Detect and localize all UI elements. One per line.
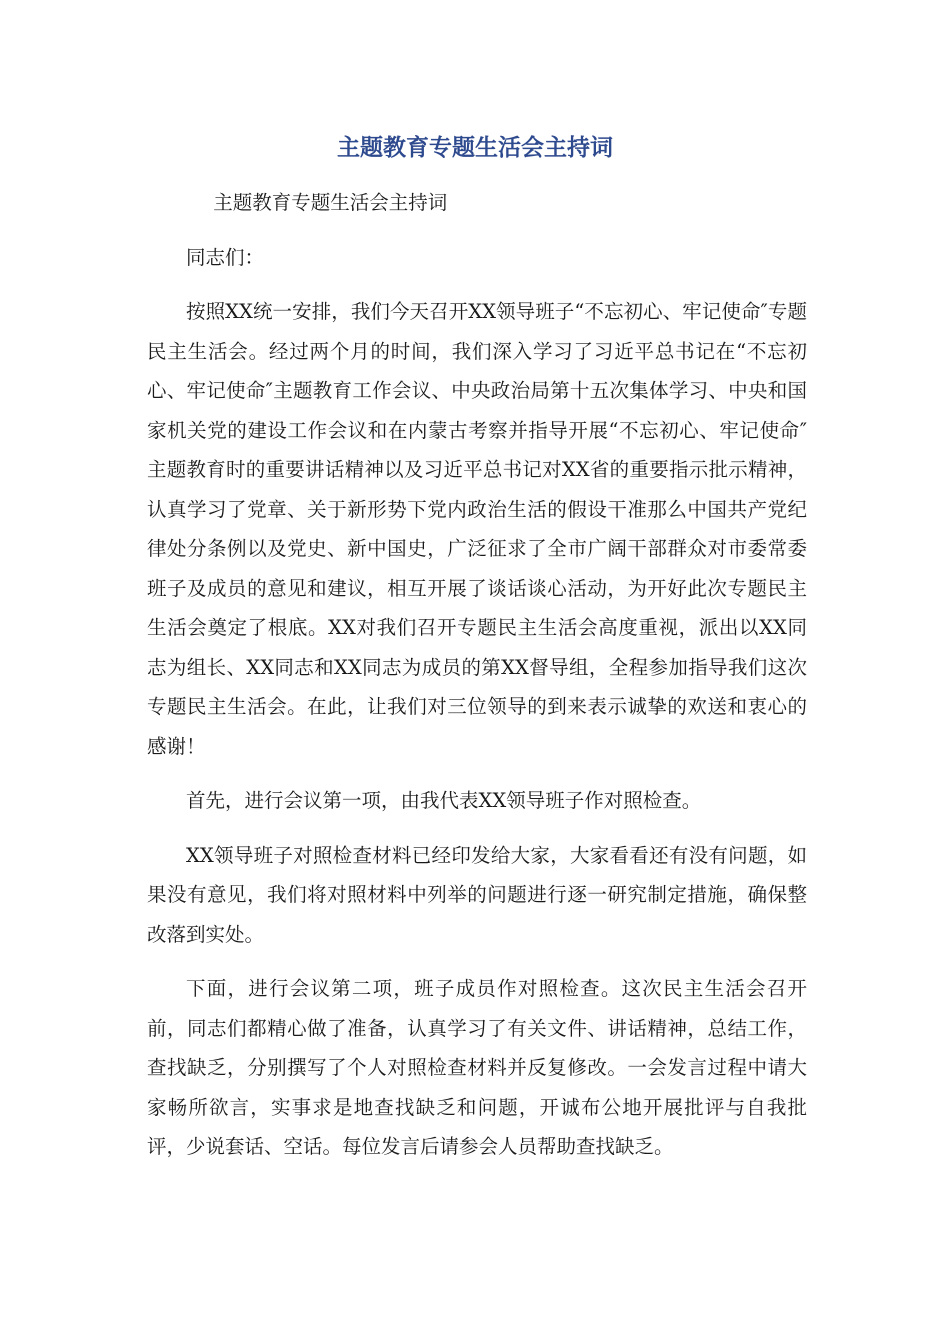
- body-paragraph: 下面，进行会议第二项，班子成员作对照检查。这次民主生活会召开前，同志们都精心做了准备，认真学习了有关文件、讲话精神，总结工作，查找缺乏，分别撰写了个人对照检查材料并反复修改。一会发言过程中请大家畅所欲言，实事求是地查找缺乏和问题，开诚布公地开展批评与自我批评，少说套话、空话。每位发言后请参会人员帮助查找缺乏。: [147, 977, 807, 1158]
- body-paragraph: 按照XX统一安排，我们今天召开XX领导班子“不忘初心、牢记使命″专题民主生活会。经过两个月的时间，我们深入学习了习近平总书记在“不忘初心、牢记使命″主题教育工作会议、中央政治局第十五次集体学习、中央和国家机关党的建设工作会议和在内蒙古考察并指导开展“不忘初心、牢记使命″主题教育时的重要讲话精神以及习近平总书记对XX省的重要指示批示精神，认真学习了党章、关于新形势下党内政治生活的假设干准那么中国共产党纪律处分条例以及党史、新中国史，广泛征求了全市广阔干部群众对市委常委班子及成员的意见和建议，相互开展了谈话谈心活动，为开好此次专题民主生活会奠定了根底。XX对我们召开专题民主生活会高度重视，派出以XX同志为组长、XX同志和XX同志为成员的第XX督导组，全程参加指导我们这次专题民主生活会。在此，让我们对三位领导的到来表示诚挚的欢送和衷心的感谢！: [147, 300, 807, 758]
- document-body: [147, 183, 807, 1182]
- document-subtitle: 主题教育专题生活会主持词: [213, 191, 448, 214]
- body-paragraph: 首先，进行会议第一项，由我代表XX领导班子作对照检查。: [186, 789, 702, 812]
- document-title: 主题教育专题生活会主持词: [337, 135, 613, 161]
- body-paragraph: XX领导班子对照检查材料已经印发给大家，大家看看还有没有问题，如果没有意见，我们将对照材料中列举的问题进行逐一研究制定措施，确保整改落到实处。: [147, 843, 807, 946]
- salutation-paragraph: 同志们：: [186, 245, 265, 269]
